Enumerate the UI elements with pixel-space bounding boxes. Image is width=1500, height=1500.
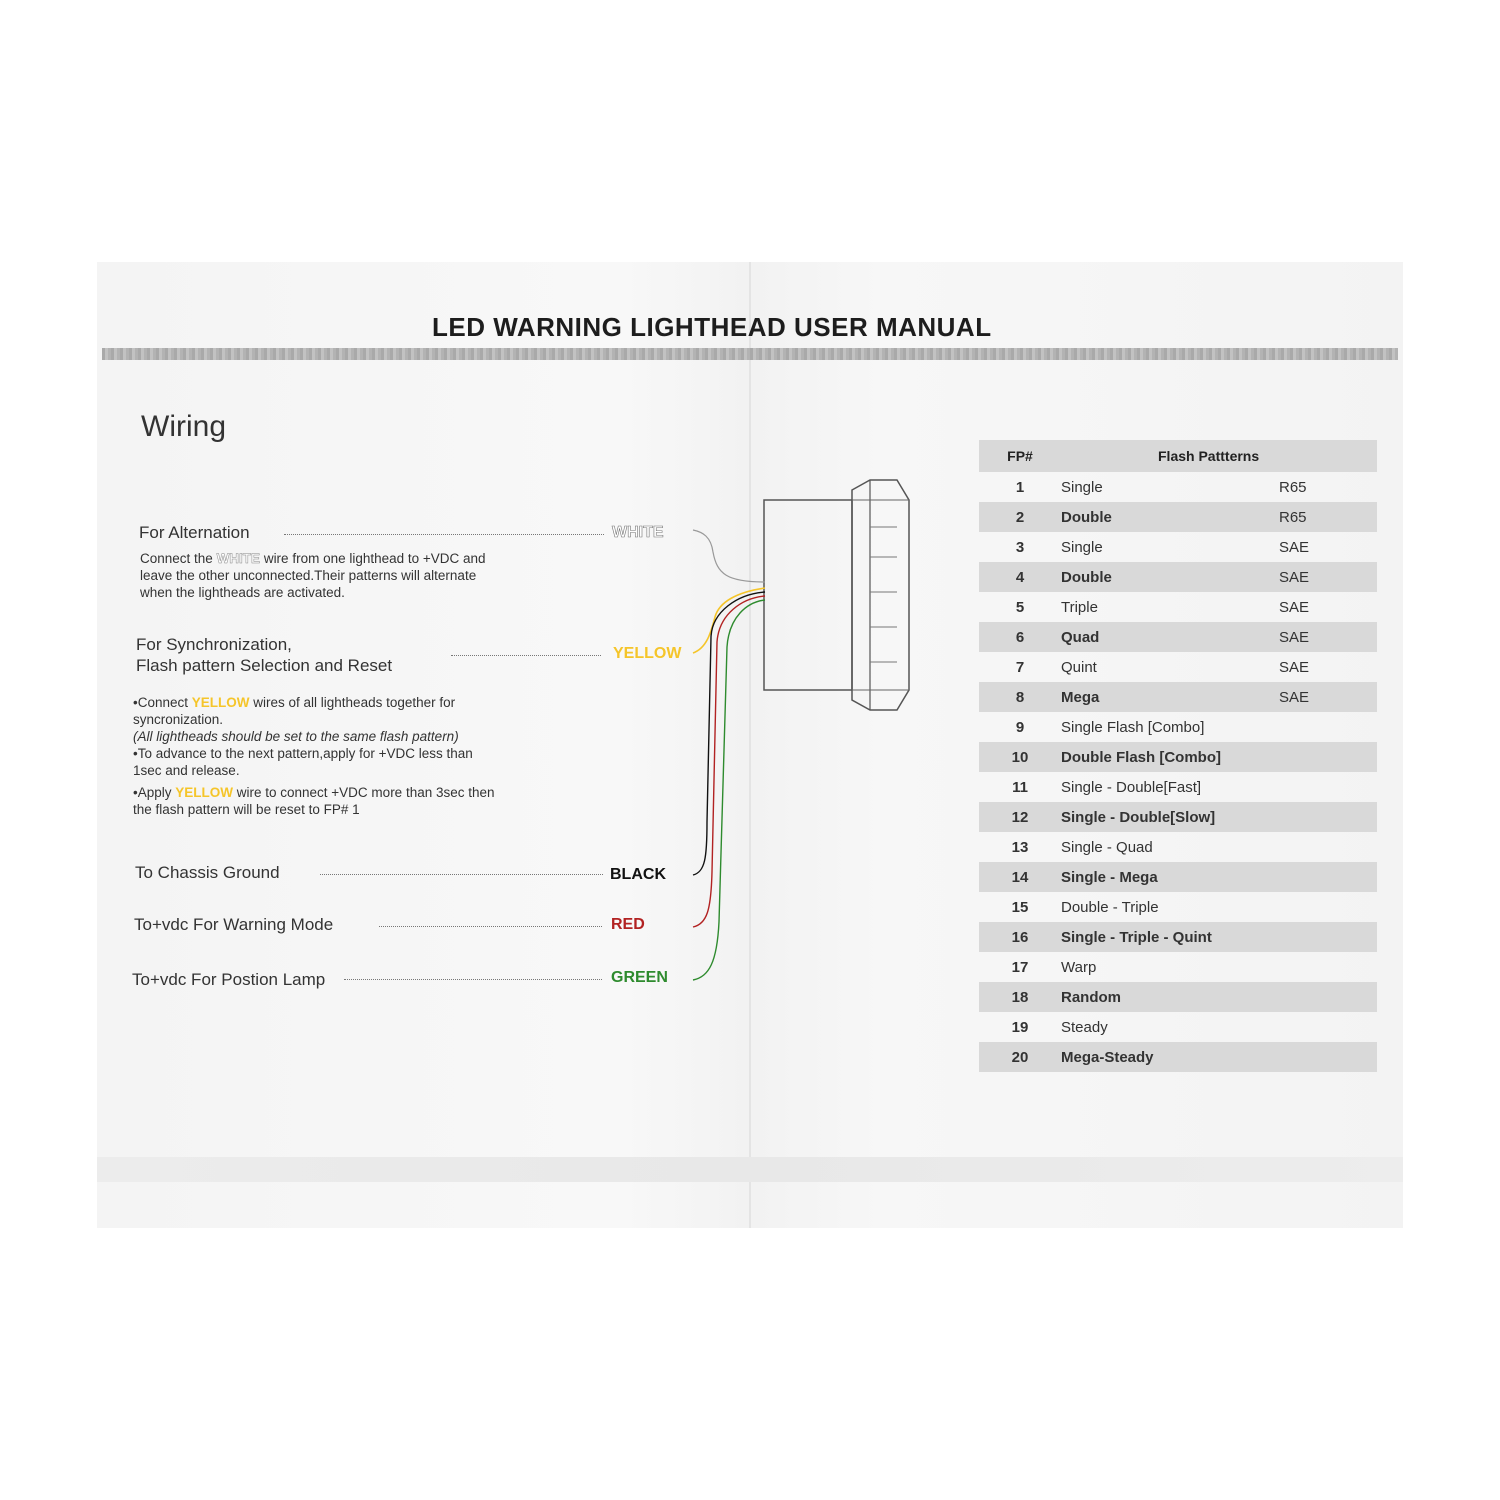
green-wire-label: GREEN xyxy=(611,969,668,986)
standard-code xyxy=(1279,1042,1377,1072)
table-row xyxy=(979,922,1377,952)
fp-number: 5 xyxy=(1015,598,1025,616)
standard-code xyxy=(1279,982,1377,1012)
table-row xyxy=(979,502,1377,532)
pattern-name: Double - Triple xyxy=(1061,898,1159,916)
fp-number: 11 xyxy=(1012,778,1028,796)
table-row xyxy=(979,832,1377,862)
flash-pattern-rows xyxy=(979,472,1377,1072)
table-row xyxy=(979,802,1377,832)
standard-code xyxy=(1279,1012,1377,1042)
table-row xyxy=(979,772,1377,802)
lighthead-flange xyxy=(852,480,909,710)
standard-code: SAE xyxy=(1279,598,1310,616)
pattern-name: Single - Quad xyxy=(1061,838,1153,856)
sync-bullet3-line2: the flash pattern will be reset to FP# 1 xyxy=(133,802,360,817)
green-wire xyxy=(693,600,765,980)
table-row xyxy=(979,892,1377,922)
fp-number: 17 xyxy=(1011,958,1029,976)
pattern-name: Single xyxy=(1061,538,1103,556)
pattern-name: Single xyxy=(1061,478,1103,496)
standard-code: SAE xyxy=(1279,622,1377,652)
pattern-name: Double Flash [Combo] xyxy=(1061,742,1279,772)
standard-code: SAE xyxy=(1279,682,1377,712)
lighthead-body xyxy=(764,500,852,690)
fp-number: 19 xyxy=(1011,1018,1029,1036)
sync-bullet1-note: (All lightheads should be set to the same flash pattern) xyxy=(133,729,459,744)
table-row xyxy=(979,712,1377,742)
fp-number: 7 xyxy=(1015,658,1025,676)
fp-number: 20 xyxy=(979,1042,1061,1072)
standard-code: SAE xyxy=(1279,562,1377,592)
pattern-name: Mega xyxy=(1061,682,1279,712)
fp-number: 18 xyxy=(979,982,1061,1012)
pattern-name: Single - Double[Fast] xyxy=(1061,778,1202,796)
standard-code xyxy=(1279,742,1377,772)
pattern-name: Single - Triple - Quint xyxy=(1061,922,1279,952)
pattern-name: Double xyxy=(1061,562,1279,592)
table-row xyxy=(979,472,1377,502)
fp-number: 9 xyxy=(1015,718,1025,736)
flash-pattern-table xyxy=(979,440,1377,1072)
alternation-label: For Alternation xyxy=(139,523,250,542)
fp-number: 8 xyxy=(979,682,1061,712)
pattern-name: Random xyxy=(1061,982,1279,1012)
fp-column-header: FP# xyxy=(979,440,1061,472)
standard-code xyxy=(1279,832,1377,862)
table-row xyxy=(979,1042,1377,1072)
table-row xyxy=(979,592,1377,622)
sync-label-line1: For Synchronization, xyxy=(136,635,292,654)
pattern-name: Warp xyxy=(1061,958,1097,976)
standard-code: R65 xyxy=(1279,502,1377,532)
table-row xyxy=(979,562,1377,592)
alternation-desc-line2: leave the other unconnected.Their patterns will alternate xyxy=(140,568,477,583)
pattern-name: Mega-Steady xyxy=(1061,1042,1279,1072)
sync-label-line2: Flash pattern Selection and Reset xyxy=(136,656,393,675)
table-row xyxy=(979,532,1377,562)
fp-number: 3 xyxy=(1015,538,1025,556)
white-wire xyxy=(693,530,765,582)
sync-bullet2-line1: •To advance to the next pattern,apply for +VDC less than xyxy=(133,746,473,761)
pattern-name: Quint xyxy=(1061,658,1097,676)
sync-bullet1-line1: •Connect YELLOW wires of all lightheads together for xyxy=(133,695,456,710)
wiring-heading: Wiring xyxy=(141,410,227,443)
table-row xyxy=(979,652,1377,682)
fp-number: 13 xyxy=(1011,838,1029,856)
fp-number: 6 xyxy=(979,622,1061,652)
standard-code: R65 xyxy=(1279,478,1307,496)
pattern-name: Single - Double[Slow] xyxy=(1061,802,1279,832)
fp-number: 1 xyxy=(1015,478,1025,496)
standard-code: SAE xyxy=(1279,538,1310,556)
sync-bullet2-line2: 1sec and release. xyxy=(133,763,240,778)
black-wire-label: BLACK xyxy=(610,866,666,883)
pattern-name: Double xyxy=(1061,502,1279,532)
standard-code xyxy=(1279,952,1377,982)
document-title: LED WARNING LIGHTHEAD USER MANUAL xyxy=(432,312,992,342)
alternation-desc-line3: when the lightheads are activated. xyxy=(140,585,345,600)
table-row xyxy=(979,862,1377,892)
table-row xyxy=(979,1012,1377,1042)
fp-number: 16 xyxy=(979,922,1061,952)
pattern-name: Steady xyxy=(1061,1018,1108,1036)
ground-label: To Chassis Ground xyxy=(135,863,280,882)
sync-bullet3-line1: •Apply YELLOW wire to connect +VDC more than 3sec then xyxy=(133,785,495,800)
manual-sheet xyxy=(97,262,1403,1228)
alternation-desc-line1: Connect the WHITE wire from one lighthead to +VDC and xyxy=(140,551,486,566)
position-label: To+vdc For Postion Lamp xyxy=(132,970,326,989)
warning-label: To+vdc For Warning Mode xyxy=(134,915,334,934)
fp-number: 12 xyxy=(979,802,1061,832)
table-row xyxy=(979,682,1377,712)
standard-code xyxy=(1279,772,1377,802)
table-row xyxy=(979,952,1377,982)
standard-code xyxy=(1279,862,1377,892)
fp-number: 15 xyxy=(1011,898,1029,916)
fp-number: 10 xyxy=(979,742,1061,772)
standard-code xyxy=(1279,892,1377,922)
pattern-name: Triple xyxy=(1061,598,1098,616)
table-row xyxy=(979,742,1377,772)
red-wire-label: RED xyxy=(611,916,645,933)
table-row xyxy=(979,982,1377,1012)
standard-code xyxy=(1279,802,1377,832)
yellow-wire-label: YELLOW xyxy=(613,645,682,662)
table-row xyxy=(979,622,1377,652)
fp-number: 4 xyxy=(979,562,1061,592)
pattern-column-header: Flash Pattterns xyxy=(1061,440,1377,472)
pattern-name: Single Flash [Combo] xyxy=(1061,718,1205,736)
standard-code xyxy=(1279,922,1377,952)
standard-code: SAE xyxy=(1279,658,1310,676)
sync-bullet1-line2: syncronization. xyxy=(133,712,224,727)
fp-number: 14 xyxy=(979,862,1061,892)
pattern-name: Single - Mega xyxy=(1061,862,1279,892)
fp-number: 2 xyxy=(979,502,1061,532)
white-wire-label: WHITE xyxy=(612,524,664,541)
pattern-name: Quad xyxy=(1061,622,1279,652)
table-header-row xyxy=(979,440,1377,472)
standard-code xyxy=(1279,712,1377,742)
